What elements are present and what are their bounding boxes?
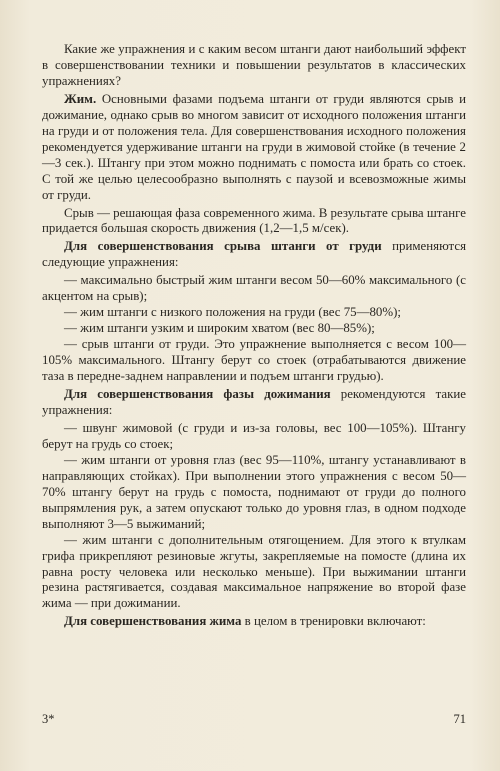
paragraph-heading: Для совершенствования срыва штанги от груди: [64, 239, 382, 254]
paragraph: [42, 92, 466, 204]
list-item: — швунг жимовой (с груди и из-за головы, вес 100—105%). Штангу берут на грудь со стоек;: [42, 420, 466, 451]
list-item: — жим штанги с дополнительным отягощением. Для этого к втулкам грифа прикрепляют резиновые жгуты, закрепляемые на помосте (длина их равна росту человека или несколько меньше). При выжимании штанги резина растягивается, создавая максимальное напряжение во второй фазе жима — при дожимании.: [42, 532, 466, 611]
list-item: — максимально быстрый жим штанги весом 50—60% максимального (с акцентом на срыв);: [42, 273, 466, 304]
paragraph-heading: Для совершенствования жима: [64, 614, 242, 629]
signature-mark: 3*: [42, 712, 55, 726]
paragraph-text: рекомендуются такие упражнения:: [42, 387, 466, 417]
list-item: — жим штанги от уровня глаз (вес 95—110%, штангу устанавливают в направляющих стойках). При выполнении этого упражнения с весом 50—70% штангу берут на грудь с помоста, поднимают от груди до полного выпрямления рук, а затем опускают только до уровня глаз, в одном подходе выполняют 3—5 выжиманий;: [42, 452, 466, 531]
list-item: — жим штанги с низкого положения на груди (вес 75—80%);: [64, 305, 401, 320]
page-body: [42, 42, 466, 632]
paragraph-heading: Для совершенствования фазы дожимания: [64, 387, 331, 402]
page-number: 71: [453, 712, 466, 726]
paragraph: [42, 206, 466, 238]
paragraph-text: Срыв — решающая фаза современного жима. В результате срыва штанге придается большая скорость движения (1,2—1,5 м/сек).: [42, 205, 466, 236]
paragraph: [42, 239, 466, 271]
paragraph-text: в целом в тренировки включают:: [241, 614, 426, 629]
paragraph-text: применяются следующие упражнения:: [42, 239, 466, 270]
list-item: — жим штанги узким и широким хватом (вес 80—85%);: [64, 321, 375, 336]
paragraph: [42, 614, 466, 630]
paragraph-text: Какие же упражнения и с каким весом штанги дают наибольший эффект в совершенствовании техники и повышении результатов в классических упражнениях?: [42, 42, 466, 88]
paragraph-text: Основными фазами подъема штанги от груди являются срыв и дожимание, однако срыв во многом зависит от исходного положения штанги на груди и от положения тела. Для совершенствования исходного положения рекомендуется удерживание штанги на груди в жимовой стойке (в течение 2—3 сек.). Штангу при этом можно поднимать с помоста или брать со стоек. С той же целью целесообразно выполнять с паузой и всевозможные жимы от груди.: [42, 91, 466, 202]
paragraph-heading: Жим.: [64, 91, 97, 106]
list-item: — срыв штанги от груди. Это упражнение выполняется с весом 100—105% максимального. Штангу берут со стоек (отрабатываются движение таза в передне-заднем направлении и подъем штанги грудью).: [42, 337, 466, 384]
paragraph: [42, 387, 466, 419]
paragraph: [42, 42, 466, 90]
